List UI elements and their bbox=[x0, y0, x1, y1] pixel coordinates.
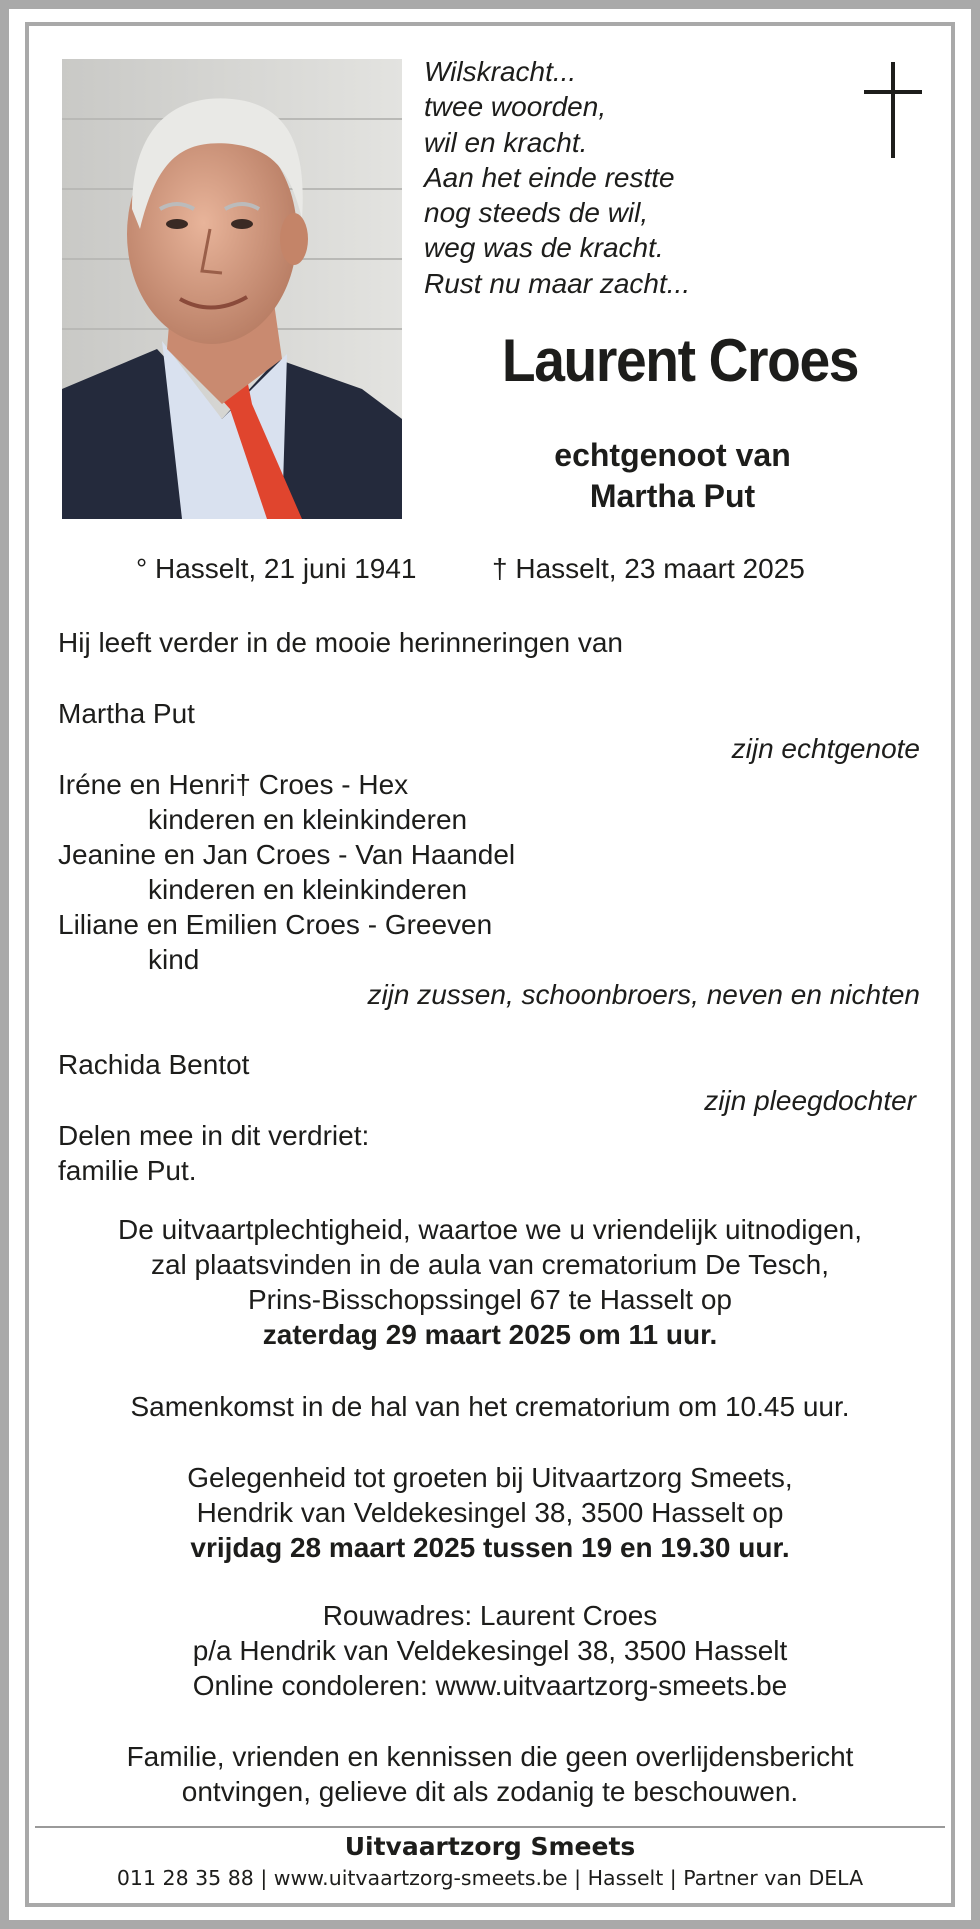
footer-contact: 011 28 35 88 | www.uitvaartzorg-smeets.be | Hasselt | Partner van DELA bbox=[116, 1866, 864, 1890]
sibling-couple: Iréne en Henri† Croes - Hex bbox=[58, 769, 409, 800]
sibling-couple: Liliane en Emilien Croes - Greeven bbox=[58, 909, 493, 940]
spouse-name: Martha Put bbox=[589, 478, 756, 514]
ceremony-datetime: zaterdag 29 maart 2025 om 11 uur. bbox=[262, 1319, 718, 1350]
condolence-link: Online condoleren: www.uitvaartzorg-smeets.be bbox=[192, 1670, 788, 1701]
spouse-role: zijn echtgenote bbox=[731, 733, 920, 764]
sibling-descendants: kinderen en kleinkinderen bbox=[148, 874, 468, 905]
ceremony-line: zal plaatsvinden in de aula van crematorium De Tesch, bbox=[150, 1249, 830, 1280]
sibling-descendants: kinderen en kleinkinderen bbox=[148, 804, 468, 835]
visitation-line: Hendrik van Veldekesingel 38, 3500 Hasselt op bbox=[196, 1497, 784, 1528]
siblings-role: zijn zussen, schoonbroers, neven en nichten bbox=[367, 979, 920, 1010]
foster-daughter-name: Rachida Bentot bbox=[58, 1049, 250, 1080]
intro-text: Hij leeft verder in de mooie herinneringen van bbox=[58, 627, 623, 658]
poem-line: twee woorden, bbox=[424, 91, 607, 123]
ceremony-line: Prins-Bisschopssingel 67 te Hasselt op bbox=[247, 1284, 732, 1315]
address-line: Rouwadres: Laurent Croes bbox=[322, 1600, 658, 1631]
poem-line: weg was de kracht. bbox=[424, 232, 664, 264]
spouse-mourner: Martha Put bbox=[58, 698, 195, 729]
poem bbox=[424, 54, 690, 301]
ceremony-line: De uitvaartplechtigheid, waartoe we u vriendelijk uitnodigen, bbox=[118, 1214, 862, 1245]
cross-icon bbox=[864, 62, 922, 158]
visitation-datetime: vrijdag 28 maart 2025 tussen 19 en 19.30 uur. bbox=[190, 1532, 790, 1563]
poem-line: Wilskracht... bbox=[424, 56, 577, 87]
poem-line: wil en kracht. bbox=[424, 126, 588, 158]
sibling-descendants: kind bbox=[148, 944, 200, 975]
footer-divider bbox=[35, 1826, 945, 1828]
poem-line: Rust nu maar zacht... bbox=[424, 267, 691, 299]
share-grief-family: familie Put. bbox=[58, 1155, 197, 1186]
share-grief-line: Delen mee in dit verdriet: bbox=[58, 1120, 370, 1151]
relation-label: echtgenoot van bbox=[554, 437, 791, 473]
notice-line: Familie, vrienden en kennissen die geen overlijdensbericht bbox=[126, 1741, 854, 1772]
spouse-block bbox=[450, 435, 895, 517]
sibling-couple: Jeanine en Jan Croes - Van Haandel bbox=[58, 839, 516, 870]
deceased-name: Laurent Croes bbox=[501, 327, 859, 394]
visitation-line: Gelegenheid tot groeten bij Uitvaartzorg Smeets, bbox=[187, 1462, 793, 1493]
footer-company: Uitvaartzorg Smeets bbox=[344, 1832, 636, 1861]
foster-daughter-role: zijn pleegdochter bbox=[704, 1085, 916, 1116]
poem-line: Aan het einde restte bbox=[424, 161, 675, 193]
birth-date: ° Hasselt, 21 juni 1941 bbox=[136, 553, 417, 584]
notice-line: ontvingen, gelieve dit als zodanig te beschouwen. bbox=[181, 1776, 799, 1807]
death-date: † Hasselt, 23 maart 2025 bbox=[492, 553, 805, 584]
gathering-text: Samenkomst in de hal van het crematorium om 10.45 uur. bbox=[130, 1391, 850, 1422]
portrait-photo bbox=[62, 59, 402, 519]
poem-line: nog steeds de wil, bbox=[424, 197, 649, 229]
address-line: p/a Hendrik van Veldekesingel 38, 3500 Hasselt bbox=[192, 1635, 788, 1666]
